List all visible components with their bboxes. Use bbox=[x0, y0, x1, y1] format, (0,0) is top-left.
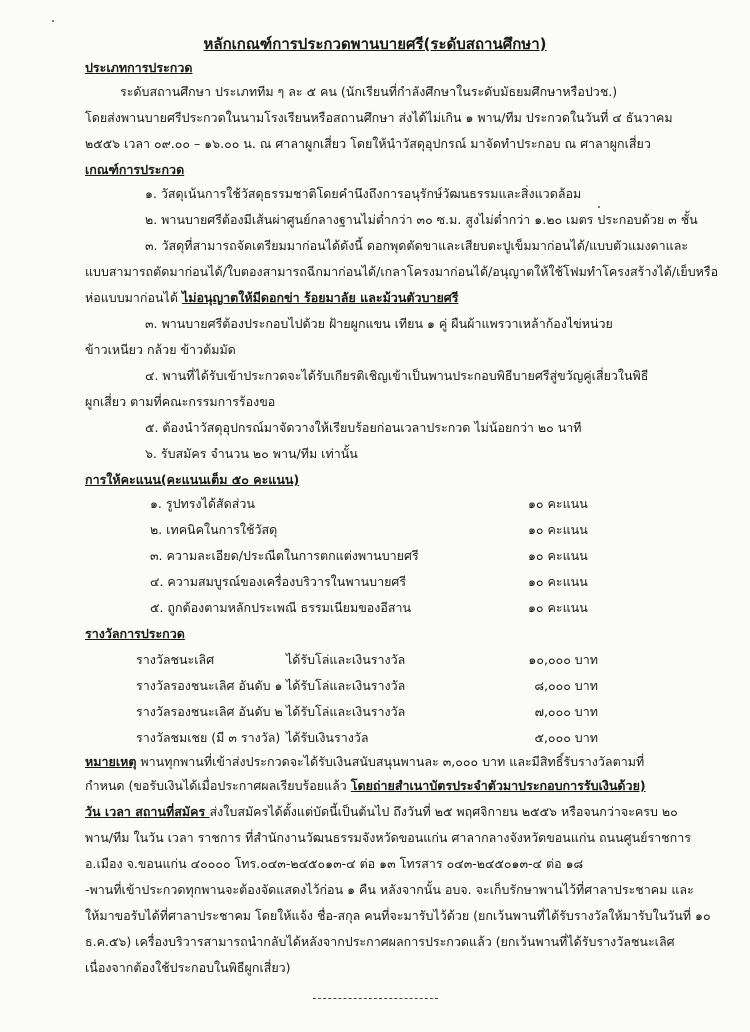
criteria-line: ข้าวเหนียว กล้วย ข้าวต้มมัด bbox=[85, 342, 236, 357]
criteria-line: ผูกเสี่ยว ตามที่คณะกรรมการร้องขอ bbox=[85, 394, 276, 409]
scoring-item-label: ๓. ความละเอียด/ประณีตในการตกแต่งพานบายศรี bbox=[150, 548, 419, 563]
note-line bbox=[85, 778, 646, 794]
register-line: เนื่องจากต้องใช้ประกอบในพิธีผูกเสี่ยว) bbox=[85, 960, 291, 975]
scoring-item-points: ๑๐ คะแนน bbox=[528, 574, 588, 589]
prizes-section-heading: รางวัลการประกวด bbox=[85, 626, 185, 641]
prize-desc: ได้รับโล่และเงินรางวัล bbox=[286, 678, 406, 693]
criteria-line: ๕. ต้องนำวัสดุอุปกรณ์มาจัดวางให้เรียบร้อยก่อนเวลาประกวด ไม่น้อยกว่า ๒๐ นาที bbox=[145, 420, 582, 435]
criteria-text: ห่อแบบมาก่อนได้ bbox=[85, 290, 182, 305]
register-line: ให้มาขอรับได้ที่ศาลาประชาคม โดยให้แจ้ง ชื่อ-สกุล คนที่จะมารับไว้ด้วย (ยกเว้นพานที่ได้รับรางวัลให้มารับในวันที่ ๑๐ bbox=[85, 908, 711, 923]
register-line: ธ.ค.๕๖) เครื่องบริวารสามารถนำกลับได้หลังจากประกาศผลการประกวดแล้ว (ยกเว้นพานที่ได้รับรางวัลชนะเลิศ bbox=[85, 934, 675, 949]
prize-name: รางวัลรองชนะเลิศ อันดับ ๑ bbox=[136, 678, 283, 693]
type-section-heading: ประเภทการประกวด bbox=[85, 60, 193, 75]
prize-amount: ๘,๐๐๐ บาท bbox=[534, 678, 598, 693]
prize-name: รางวัลชนะเลิศ bbox=[136, 652, 215, 667]
type-line: ระดับสถานศึกษา ประเภททีม ๆ ละ ๕ คน (นักเรียนที่กำลังศึกษาในระดับมัธยมศึกษาหรือปวช.) bbox=[120, 84, 618, 99]
scan-speck bbox=[598, 206, 600, 208]
scoring-item-points: ๑๐ คะแนน bbox=[528, 496, 588, 511]
register-text: ส่งใบสมัครได้ตั้งแต่บัดนี้เป็นต้นไป ถึงวันที่ ๒๕ พฤศจิกายน ๒๕๕๖ หรือจนกว่าจะครบ ๒๐ bbox=[209, 804, 678, 819]
register-line: -พานที่เข้าประกวดทุกพานจะต้องจัดแสดงไว้ก่อน ๑ คืน หลังจากนั้น อบจ. จะเก็บรักษาพานไว้ที่ศาลาประชาคม และ bbox=[85, 882, 694, 897]
criteria-line: ๓. พานบายศรีต้องประกอบไปด้วย ฝ้ายผูกแขน เทียน ๑ คู่ ผืนผ้าแพรวาเหล้าก้องไข่หน่วย bbox=[145, 316, 613, 331]
register-line: อ.เมือง จ.ขอนแก่น ๔๐๐๐๐ โทร.๐๔๓-๒๔๕๐๑๓-๔ ต่อ ๑๓ โทรสาร ๐๔๓-๒๔๕๐๑๓-๔ ต่อ ๑๘ bbox=[85, 856, 584, 871]
scoring-item-points: ๑๐ คะแนน bbox=[528, 600, 588, 615]
prohibited-items-text: ไม่อนุญาตให้มีดอกข่า ร้อยมาลัย และม้วนตัวบายศรี bbox=[181, 290, 459, 305]
criteria-line: ๓. วัสดุที่สามารถจัดเตรียมมาก่อนได้ดังนี้ ดอกพุดตัดขาและเสียบตะปูเข็มมาก่อนได้/แบบตัวแมงดาและ bbox=[145, 238, 689, 253]
scoring-section-heading: การให้คะแนน(คะแนนเต็ม ๕๐ คะแนน) bbox=[85, 472, 300, 487]
document-title: หลักเกณฑ์การประกวดพานบายศรี(ระดับสถานศึกษา) bbox=[203, 35, 547, 53]
register-label: วัน เวลา สถานที่สมัคร bbox=[85, 804, 210, 819]
criteria-line: ๑. วัสดุเน้นการใช้วัสดุธรรมชาติโดยคำนึงถึงการอนุรักษ์วัฒนธรรมและสิ่งแวดล้อม bbox=[145, 186, 582, 201]
criteria-line: ๔. พานที่ได้รับเข้าประกวดจะได้รับเกียรติเชิญเข้าเป็นพานประกอบพิธีบายศรีสู่ขวัญคู่เสี่ยวในพิธี bbox=[145, 368, 649, 383]
type-line: โดยส่งพานบายศรีประกวดในนามโรงเรียนหรือสถานศึกษา ส่งได้ไม่เกิน ๑ พาน/ทีม ประกวดในวันที่ ๔ ธันวาคม bbox=[85, 110, 673, 125]
prize-desc: ได้รับเงินรางวัล bbox=[286, 730, 369, 745]
register-line bbox=[85, 804, 678, 820]
prize-desc: ได้รับโล่และเงินรางวัล bbox=[286, 652, 406, 667]
scoring-item-label: ๒. เทคนิคในการใช้วัสดุ bbox=[150, 522, 278, 537]
criteria-line bbox=[85, 290, 458, 306]
prize-desc: ได้รับโล่และเงินรางวัล bbox=[286, 704, 406, 719]
scoring-item-label: ๕. ถูกต้องตามหลักประเพณี ธรรมเนียมของอีสาน bbox=[150, 600, 412, 615]
end-divider bbox=[313, 998, 438, 999]
scan-speck bbox=[52, 20, 54, 22]
prize-amount: ๗,๐๐๐ บาท bbox=[534, 704, 598, 719]
note-emphasis: โดยถ่ายสำเนาบัตรประจำตัวมาประกอบการรับเงินด้วย) bbox=[350, 778, 646, 793]
note-text: กำหนด (ขอรับเงินได้เมื่อประกาศผลเรียบร้อยแล้ว bbox=[85, 778, 351, 793]
scoring-item-points: ๑๐ คะแนน bbox=[528, 548, 588, 563]
prize-name: รางวัลชมเชย (มี ๓ รางวัล) bbox=[136, 730, 281, 745]
criteria-line: แบบสามารถตัดมาก่อนได้/ใบตองสามารถฉีกมาก่อนได้/เกลาโครงมาก่อนได้/อนุญาตให้ใช้โฟมทำโครงสร้างได้/เย็บหรือ bbox=[85, 264, 719, 279]
note-text: พานทุกพานที่เข้าส่งประกวดจะได้รับเงินสนับสนุนพานละ ๓,๐๐๐ บาท และมีสิทธิ์รับรางวัลตามที่ bbox=[136, 754, 645, 769]
prize-amount: ๕,๐๐๐ บาท bbox=[534, 730, 598, 745]
prize-name: รางวัลรองชนะเลิศ อันดับ ๒ bbox=[136, 704, 283, 719]
criteria-line: ๖. รับสมัคร จำนวน ๒๐ พาน/ทีม เท่านั้น bbox=[145, 446, 358, 461]
criteria-section-heading: เกณฑ์การประกวด bbox=[85, 162, 185, 177]
scoring-item-label: ๑. รูปทรงได้สัดส่วน bbox=[150, 496, 255, 511]
scoring-item-points: ๑๐ คะแนน bbox=[528, 522, 588, 537]
prize-amount: ๑๐,๐๐๐ บาท bbox=[528, 652, 598, 667]
note-label: หมายเหตุ bbox=[85, 754, 137, 769]
scoring-item-label: ๔. ความสมบูรณ์ของเครื่องบริวารในพานบายศรี bbox=[150, 574, 407, 589]
register-line: พาน/ทีม ในวัน เวลา ราชการ ที่สำนักงานวัฒนธรรมจังหวัดขอนแก่น ศาลากลางจังหวัดขอนแก่น ถนนศูนย์ราชการ bbox=[85, 830, 691, 845]
note-line bbox=[85, 754, 644, 770]
criteria-line: ๒. พานบายศรีต้องมีเส้นผ่าศูนย์กลางฐานไม่ต่ำกว่า ๓๐ ซ.ม. สูงไม่ต่ำกว่า ๑.๒๐ เมตร ประกอบด้วย ๓ ชั้น bbox=[145, 212, 698, 227]
type-line: ๒๕๕๖ เวลา ๐๙.๐๐ – ๑๖.๐๐ น. ณ ศาลาผูกเสี่ยว โดยให้นำวัสดุอุปกรณ์ มาจัดทำประกอบ ณ ศาลาผูกเสี่ยว bbox=[85, 136, 651, 151]
